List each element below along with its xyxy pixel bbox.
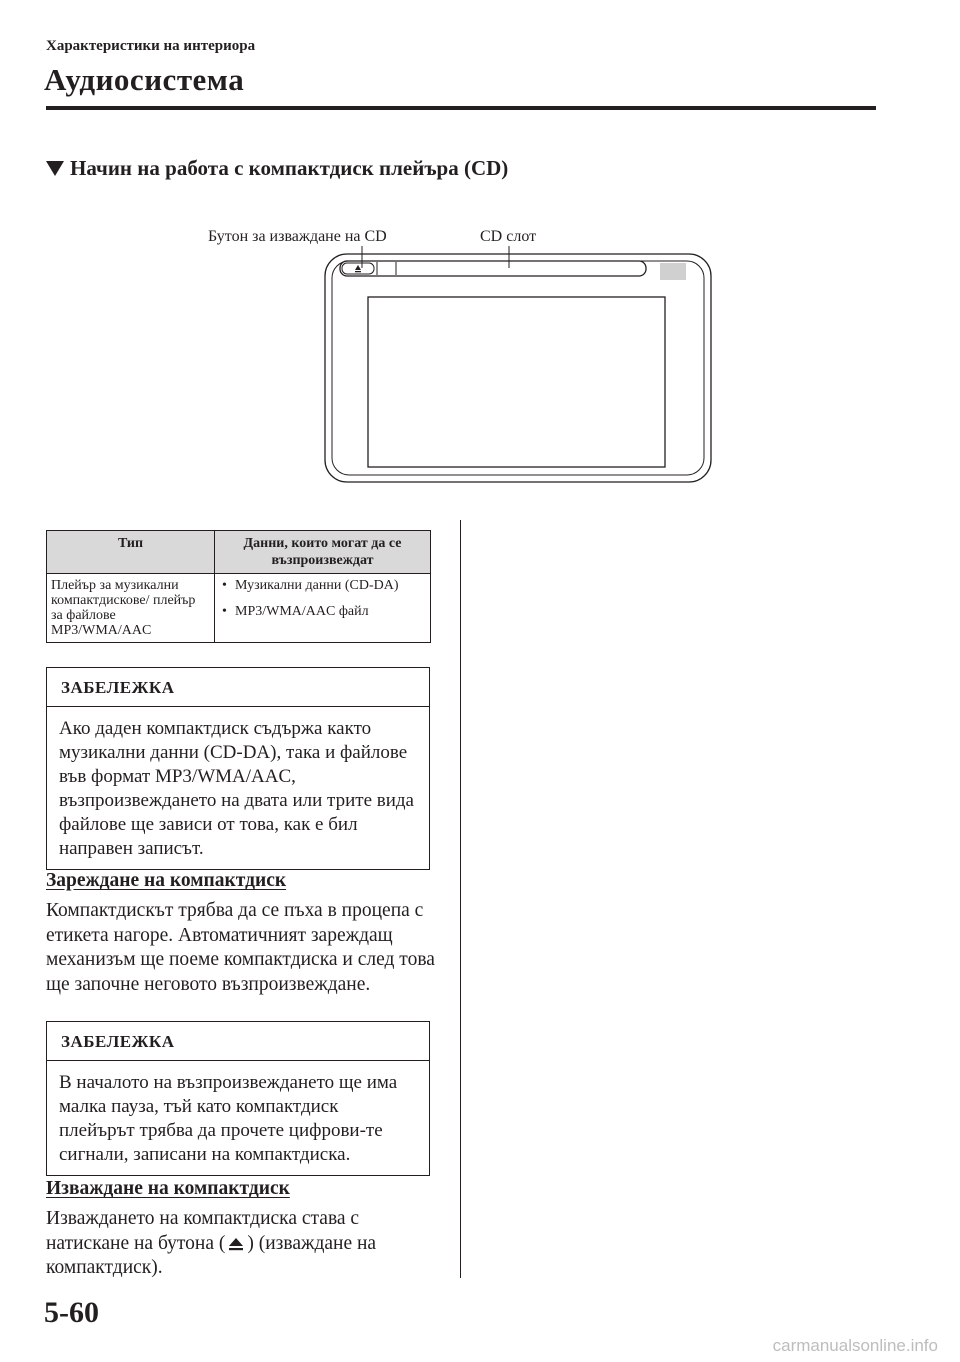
watermark: carmanualsonline.info <box>772 1336 938 1355</box>
cd-slot <box>340 261 646 276</box>
page-title: Аудиосистема <box>44 62 245 97</box>
side-panel <box>660 263 686 280</box>
table-row <box>47 574 431 643</box>
section-heading <box>46 156 508 181</box>
note-box <box>46 1021 430 1176</box>
note-label: ЗАБЕЛЕЖКА <box>47 668 429 707</box>
note-label: ЗАБЕЛЕЖКА <box>47 1022 429 1061</box>
note-text: В началото на възпроизвеждането ще има малка пауза, тъй като компактдиск плейърът трябва да прочете цифрови-те сигнали, записани на компактдиска. <box>59 1072 398 1165</box>
spec-table <box>46 530 431 643</box>
unit-outer-frame <box>325 254 711 482</box>
eject-icon <box>355 265 361 272</box>
ejecting-heading: Изваждане на компактдиск <box>46 1178 290 1199</box>
ejecting-text-before: Изваждането на компактдиска става с натискане на бутона ( <box>46 1208 360 1254</box>
ejecting-text-after: ) (изваждане на компактдиск). <box>46 1232 377 1278</box>
note-text: Ако даден компактдиск съдържа както музикални данни (CD-DA), така и файлове във формат MP3/WMA/AAC, възпроизвеждането на двата или трите вида файлове ще зависи от това, как е бил направен записът. <box>59 718 414 859</box>
unit-inner-frame <box>332 261 704 475</box>
display-screen <box>368 297 665 467</box>
cd-player-diagram <box>200 218 720 488</box>
chapter-label: Характеристики на интериора <box>46 38 256 54</box>
table-cell-type: Плейър за музикални компактдискове/ плейър за файлове MP3/WMA/AAC <box>47 574 215 643</box>
eject-icon <box>227 1235 245 1253</box>
section-heading-text: Начин на работа с компактдиск плейъра (CD) <box>70 156 509 180</box>
page-number: 5-60 <box>44 1296 99 1329</box>
loading-heading: Зареждане на компактдиск <box>46 870 287 891</box>
table-cell-data <box>215 574 431 643</box>
table-header-data: Данни, които могат да се възпроизвеждат <box>215 531 431 574</box>
list-item: • MP3/WMA/AAC файл <box>235 604 426 620</box>
column-divider <box>460 520 461 1278</box>
cd-slot-callout: CD слот <box>480 228 537 245</box>
eject-button-callout: Бутон за изваждане на CD <box>208 228 387 245</box>
table-header-row <box>47 531 431 574</box>
table-header-type: Тип <box>47 531 215 574</box>
list-item: • Музикални данни (CD-DA) <box>235 578 426 594</box>
note-box <box>46 667 430 870</box>
loading-text: Компактдискът трябва да се пъха в процепа с етикета нагоре. Автоматичният зареждащ механизъм ще поеме компактдиска и след това ще започне неговото възпроизвеждане. <box>46 900 435 995</box>
ejecting-text <box>46 1207 436 1281</box>
triangle-down-icon <box>46 161 64 176</box>
title-rule <box>46 106 876 110</box>
